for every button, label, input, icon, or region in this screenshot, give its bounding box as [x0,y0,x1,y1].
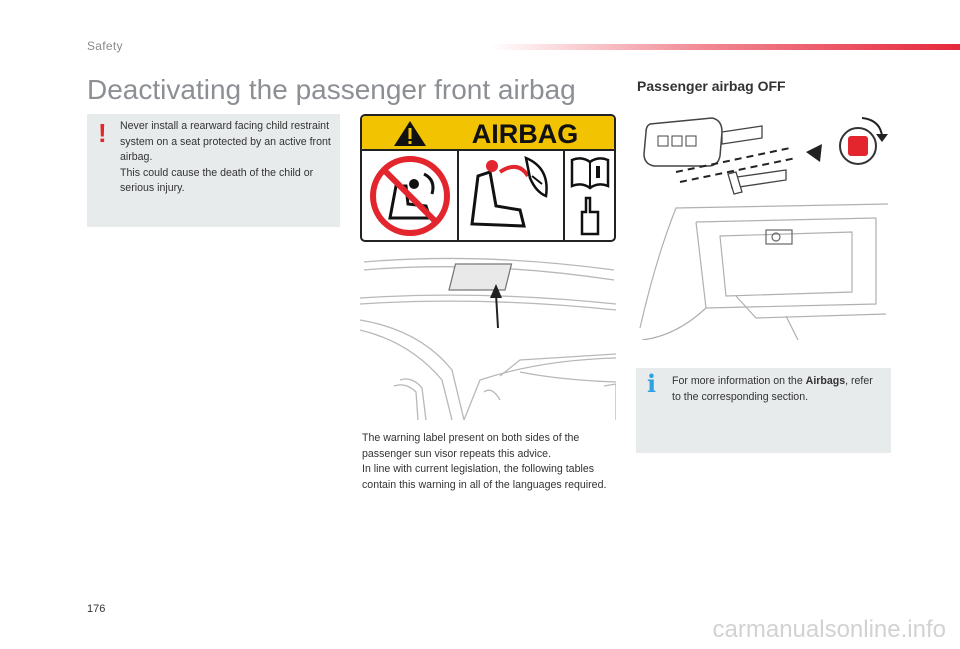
body-paragraph-2: In line with current legislation, the following tables contain this warning in all of the languages required. [362,463,607,491]
warning-line-1: Never install a rearward facing child restraint system on a seat protected by an active front airbag. [120,120,331,164]
info-box [636,368,891,453]
manual-icon [572,158,608,188]
airbag-switch-icon [840,118,888,164]
airbag-label-text: AIRBAG [471,119,579,149]
no-child-seat-icon [373,159,447,233]
subtitle: Passenger airbag OFF [637,78,786,94]
body-paragraph-1: The warning label present on both sides of the passenger sun visor repeats this advice. [362,432,580,460]
exclamation-icon: ! [98,118,107,148]
watermark: carmanualsonline.info [712,616,946,643]
sun-visor-illustration [360,250,616,420]
section-label: Safety [87,39,123,53]
warning-text [120,119,332,197]
warning-line-2: This could cause the death of the child or serious injury. [120,166,314,195]
info-suffix: , refer to the corresponding section. [672,375,873,403]
info-prefix: For more information on the [672,375,806,387]
page-number: 176 [87,603,106,615]
info-icon: i [647,369,657,398]
page-title: Deactivating the passenger front airbag [87,74,576,105]
airbag-warning-label-illustration [360,114,616,242]
airbag-switch-illustration [636,108,888,340]
warning-box [87,114,340,227]
airbags-link-text: Airbags [805,375,846,387]
key-blade-icon [728,170,786,194]
info-text [672,374,882,405]
header-accent-bar [490,44,960,50]
key-fob-icon [644,118,762,166]
body-text [362,431,612,493]
